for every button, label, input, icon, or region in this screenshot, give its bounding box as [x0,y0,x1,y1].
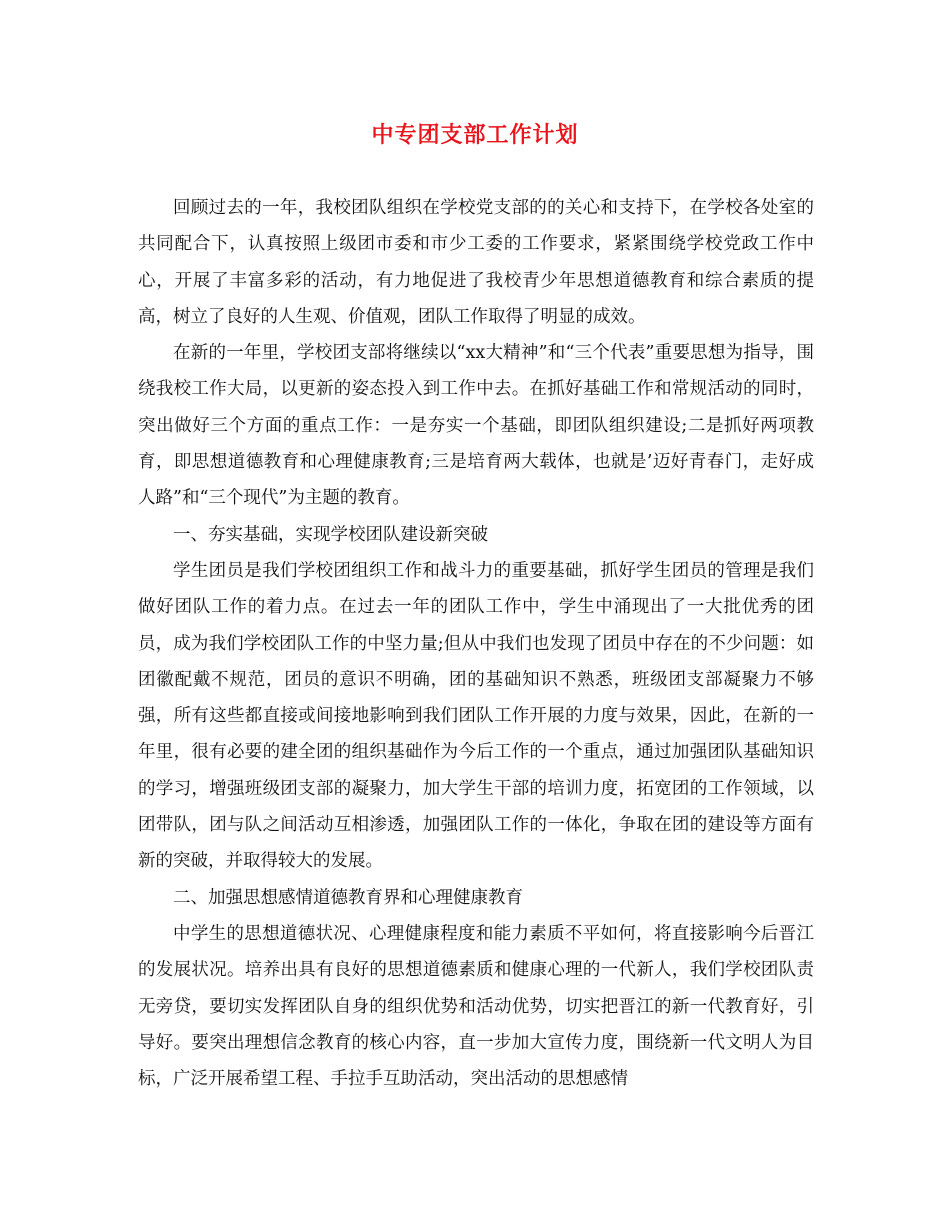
section-heading-1: 一、夯实基础，实现学校团队建设新突破 [173,524,488,545]
paragraph-review: 回顾过去的一年，我校团队组织在学校党支部的的关心和支持下，在学校各处室的共同配合下，认真按照上级团市委和市少工委的工作要求，紧紧围绕学校党政工作中心，开展了丰富多彩的活动，有力地促进了我校青少年思想道德教育和综合素质的提高，树立了良好的人生观、价值观，团队工作取得了明显的成效。 [138,198,814,327]
section-heading-2: 二、加强思想感情道德教育界和心理健康教育 [173,887,523,908]
paragraph-new-year-plan: 在新的一年里，学校团支部将继续以“xx大精神”和“三个代表”重要思想为指导，围绕我校工作大局，以更新的姿态投入到工作中去。在抓好基础工作和常规活动的同时，突出做好三个方面的重点工作：一是夯实一个基础，即团队组织建设;二是抓好两项教育，即思想道德教育和心理健康教育;三是培育两大载体，也就是’迈好青春门，走好成人路”和“三个现代”为主题的教育。 [138,343,814,509]
paragraph-section-1: 学生团员是我们学校团组织工作和战斗力的重要基础，抓好学生团员的管理是我们做好团队工作的着力点。在过去一年的团队工作中，学生中涌现出了一大批优秀的团员，成为我们学校团队工作的中坚力量;但从中我们也发现了团员中存在的不少问题：如团徽配戴不规范，团员的意识不明确，团的基础知识不熟悉，班级团支部凝聚力不够强，所有这些都直接或间接地影响到我们团队工作开展的力度与效果，因此，在新的一年里，很有必要的建全团的组织基础作为今后工作的一个重点，通过加强团队基础知识的学习，增强班级团支部的凝聚力，加大学生干部的培训力度，拓宽团的工作领域，以团带队，团与队之间活动互相渗透，加强团队工作的一体化，争取在团的建设等方面有新的突破，并取得较大的发展。 [138,560,814,872]
paragraph-section-2: 中学生的思想道德状况、心理健康程度和能力素质不平如何，将直接影响今后晋江的发展状况。培养出具有良好的思想道德素质和健康心理的一代新人，我们学校团队责无旁贷，要切实发挥团队自身的组织优势和活动优势，切实把晋江的新一代教育好，引导好。要突出理想信念教育的核心内容，直一步加大宣传力度，围绕新一代文明人为目标，广泛开展希望工程、手拉手互助活动，突出活动的思想感情 [138,923,814,1090]
document-title: 中专团支部工作计划 [371,122,579,148]
document-body [138,190,814,1097]
